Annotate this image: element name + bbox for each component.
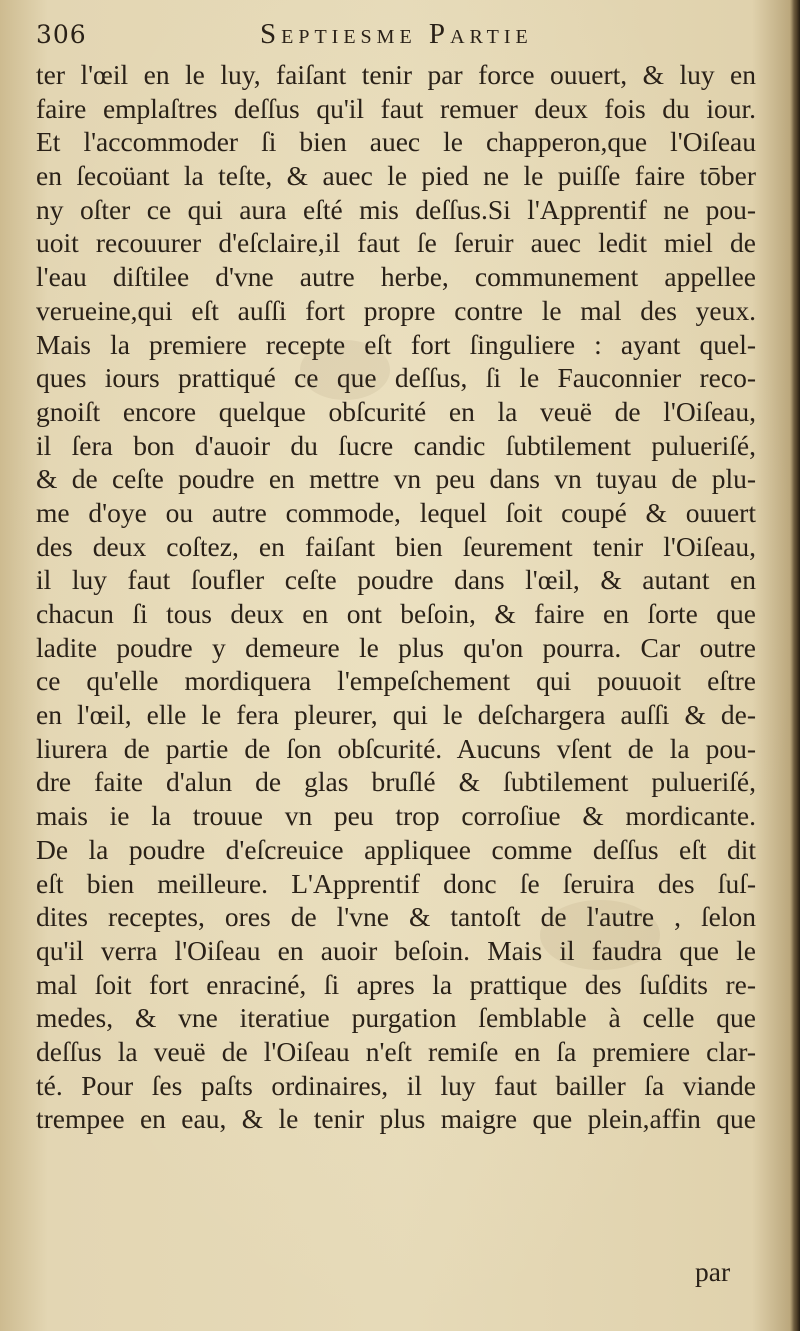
text-line: qu'il verra l'Oiſeau en auoir beſoin. Mais il faudra que le [36,934,756,966]
text-line: Et l'accommoder ſi bien auec le chapperon,que l'Oiſeau [36,126,756,158]
running-head: Septiesme Partie [260,18,533,50]
text-line: il ſera bon d'auoir du ſucre candic ſubtilement pulueriſé, [36,429,756,461]
text-line: deſſus la veuë de l'Oiſeau n'eſt remiſe en ſa premiere clar- [36,1035,756,1067]
text-line: mais ie la trouue vn peu trop corroſiue & mordicante. [36,800,756,832]
text-line: ce qu'elle mordiquera l'empeſchement qui pouuoit eſtre [36,665,756,697]
text-line: dre faite d'alun de glas bruſlé & ſubtilement pulueriſé, [36,766,756,798]
text-line: ter l'œil en le luy, faiſant tenir par force ouuert, & luy en [36,59,756,90]
catchword: par [695,1256,731,1287]
text-line: liurera de partie de ſon obſcurité. Aucuns vſent de la pou- [36,732,756,764]
text-line: l'eau diſtilee d'vne autre herbe, communement appellee [36,261,756,293]
text-line: il luy faut ſoufler ceſte poudre dans l'œil, & autant en [36,564,756,596]
text-line: ques iours prattiqué ce que deſſus, ſi le Fauconnier reco- [36,362,756,394]
text-line: en l'œil, elle le fera pleurer, qui le deſchargera auſſi & de- [36,699,756,731]
text-line: eſt bien meilleure. L'Apprentif donc ſe ſeruira des ſuſ- [36,867,756,899]
text-line: uoit recouurer d'eſclaire,il faut ſe ſeruir auec ledit miel de [36,227,756,259]
page-header [36,18,760,58]
text-line: Mais la premiere recepte eſt fort ſinguliere : ayant quel- [36,328,756,360]
page-number: 306 [36,20,87,49]
text-line: en ſecoüant la teſte, & auec le pied ne le puiſſe faire tōber [36,160,756,192]
text-line: mal ſoit fort enraciné, ſi apres la prattique des ſuſdits re- [36,968,756,1000]
text-line: ny oſter ce qui aura eſté mis deſſus.Si l'Apprentif ne pou- [36,193,756,225]
text-line: des deux coſtez, en faiſant bien ſeurement tenir l'Oiſeau, [36,530,756,562]
text-line: ladite poudre y demeure le plus qu'on pourra. Car outre [36,631,756,663]
text-line: dites receptes, ores de l'vne & tantoſt de l'autre , ſelon [36,901,756,933]
text-line: & de ceſte poudre en mettre vn peu dans vn tuyau de plu- [36,463,756,495]
text-line: té. Pour ſes paſts ordinaires, il luy faut bailler ſa viande [36,1069,756,1101]
text-line: verueine,qui eſt auſſi fort propre contre le mal des yeux. [36,294,756,326]
text-line: faire emplaſtres deſſus qu'il faut remuer deux fois du iour. [36,92,756,124]
text-line: trempee en eau, & le tenir plus maigre que plein,affin que [36,1103,756,1135]
text-line: gnoiſt encore quelque obſcurité en la veuë de l'Oiſeau, [36,395,756,427]
text-line: De la poudre d'eſcreuice appliquee comme deſſus eſt dit [36,833,756,865]
text-line: medes, & vne iteratiue purgation ſemblable à celle que [36,1002,756,1034]
text-line: me d'oye ou autre commode, lequel ſoit coupé & ouuert [36,496,756,528]
text-line: chacun ſi tous deux en ont beſoin, & faire en ſorte que [36,598,756,629]
body-text [36,58,756,1136]
